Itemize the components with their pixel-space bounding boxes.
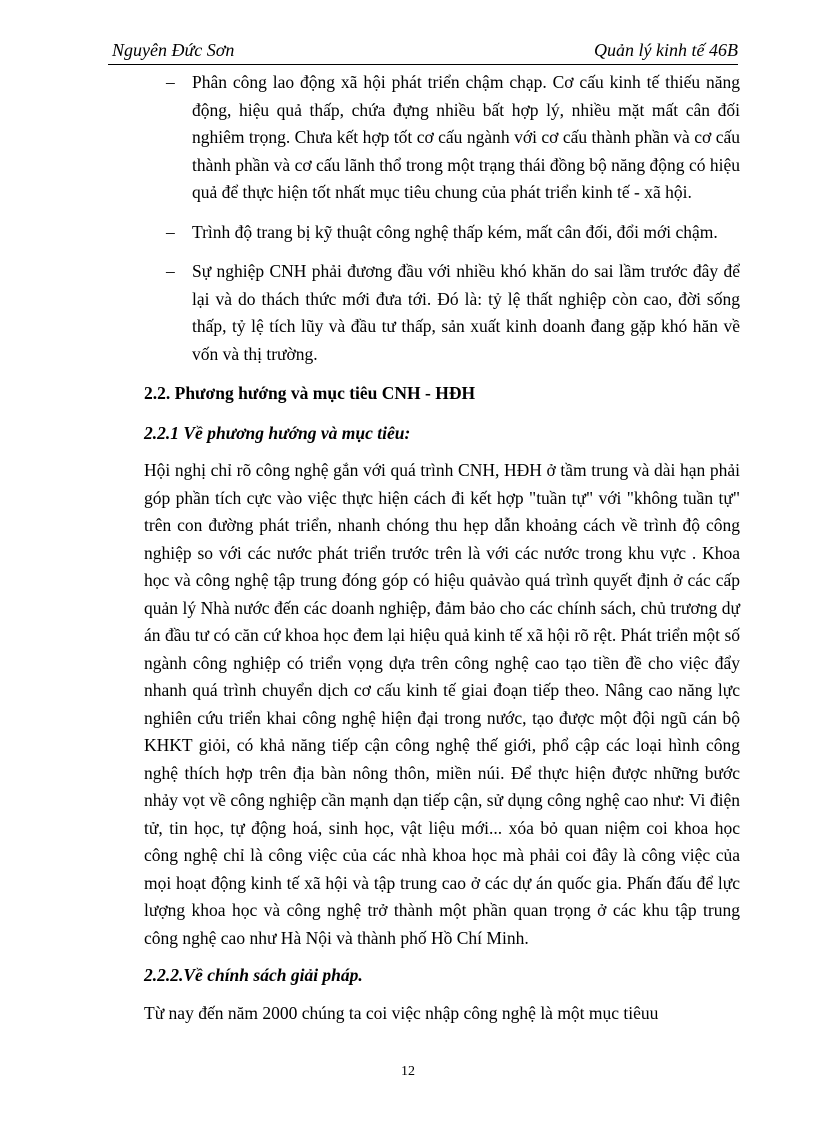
bullet-dash: – (166, 221, 175, 242)
bullet-text: Sự nghiệp CNH phải đương đầu với nhiều khó khăn do sai lầm trước đây để lại và do thách thức mới đưa tới. Đó là: tỷ lệ thất nghiệp còn cao, đời sống thấp, tỷ lệ tích lũy và đầu tư thấp, sản xuất kinh doanh đang gặp khó hăn về vốn và thị trường. (192, 261, 740, 364)
bullet-item (144, 69, 740, 207)
header-divider (108, 64, 738, 65)
page-number: 12 (401, 1064, 415, 1079)
header-course: Quản lý kinh tế 46B (594, 40, 738, 60)
bullet-dash: – (166, 72, 175, 92)
bullet-item (144, 258, 740, 368)
page-body (144, 69, 740, 1037)
bullet-text: Phân công lao động xã hội phát triển chậm chạp. Cơ cấu kinh tế thiếu năng động, hiệu quả thấp, chứa đựng nhiều bất hợp lý, nhiều mặt mất cân đối nghiêm trọng. Chưa kết hợp tốt cơ cấu ngành với cơ cấu thành phần và cơ cấu thành phần và cơ cấu lãnh thổ trong một trạng thái đồng bộ năng động có hiệu quả để thực hiện tốt nhất mục tiêu chung của phát triển kinh tế - xã hội. (192, 72, 740, 202)
section-heading: 2.2. Phương hướng và mục tiêu CNH - HĐH (144, 383, 476, 403)
bullet-dash: – (166, 261, 175, 281)
bullet-text: Trình độ trang bị kỹ thuật công nghệ thấp kém, mất cân đối, đổi mới chậm. (192, 221, 718, 242)
subsection-heading-1: 2.2.1 Về phương hướng và mục tiêu: (144, 422, 411, 443)
body-paragraph-1-text: Hội nghị chỉ rõ công nghệ gắn với quá trình CNH, HĐH ở tầm trung và dài hạn phải góp phần tích cực vào việc thực hiện cách đi kết hợp "tuần tự" với "không tuần tự" trên con đường phát triển, nhanh chóng thu hẹp dẫn khoảng cách về trình độ công nghiệp so với các nước phát triển trước trên là với các nước trong khu vực . Khoa học và công nghệ tập trung đóng góp có hiệu quảvào quá trình quyết định ở các cấp quản lý Nhà nước đến các doanh nghiệp, đảm bảo cho các chính sách, chủ trương dự án đầu tư có căn cứ khoa học đem lại hiệu quả kinh tế xã hội rõ rệt. Phát triển một số ngành công nghiệp có triển vọng dựa trên công nghệ cao tạo tiền đề cho việc đẩy nhanh quá trình chuyển dịch cơ cấu kinh tế giai đoạn tiếp theo. Nâng cao năng lực nghiên cứu triển khai công nghệ hiện đại trong nước, tạo được một đội ngũ cán bộ KHKT giỏi, có khả năng tiếp cận công nghệ thế giới, phổ cập các loại hình công nghệ thích hợp trên địa bàn nông thôn, miền núi. Để thực hiện được những bước nhảy vọt về công nghiệp cần mạnh dạn tiếp cận, sử dụng công nghệ cao như: Vi điện tử, tin học, tự động hoá, sinh học, vật liệu mới... xóa bỏ quan niệm coi khoa học công nghệ chỉ là công việc của các nhà khoa học mà phải coi đây là công việc của mọi hoạt động kinh tế xã hội và tập trung cao ở các dự án quốc gia. Phấn đấu để lực lượng khoa học và công nghệ trở thành một phần quan trọng ở các khu tập trung công nghệ cao như Hà Nội và thành phố Hồ Chí Minh. (144, 460, 740, 948)
page-header (108, 40, 738, 64)
body-paragraph-1 (144, 457, 740, 952)
body-paragraph-2-text: Từ nay đến năm 2000 chúng ta coi việc nhập công nghệ là một mục tiêuu (144, 1002, 659, 1023)
bullet-item (144, 219, 740, 247)
body-paragraph-2 (144, 1000, 740, 1028)
header-author: Nguyên Đức Sơn (112, 40, 235, 60)
subsection-heading-2: 2.2.2.Về chính sách giải pháp. (144, 965, 363, 985)
